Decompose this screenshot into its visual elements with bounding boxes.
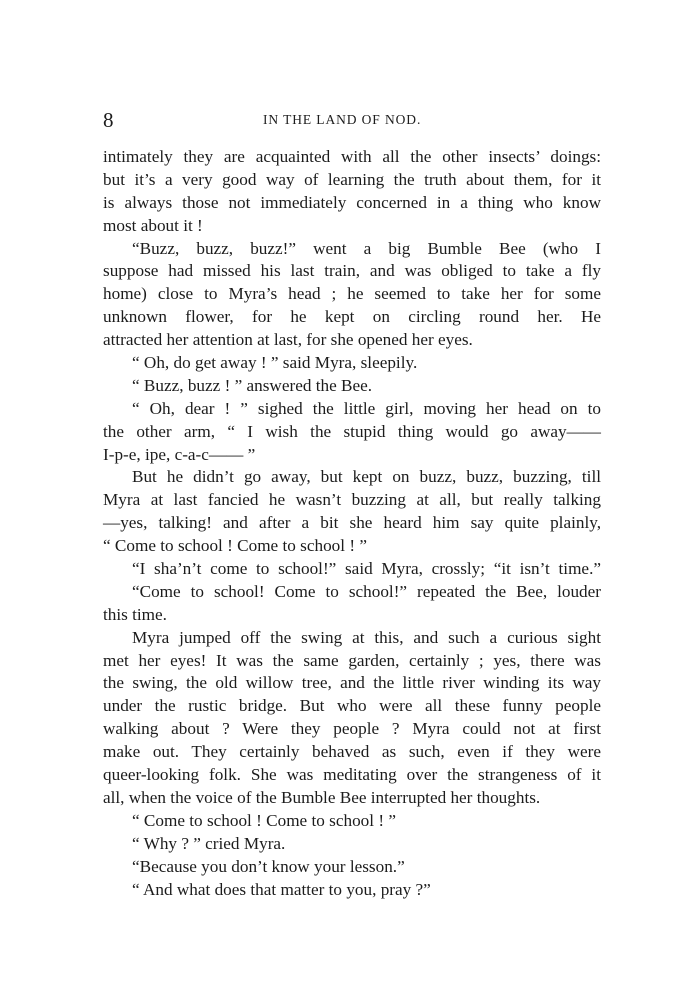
text-line: Myra at last fancied he wasn’t buzzing at all, but really talking <box>103 490 601 510</box>
text-line: walking about ? Were they people ? Myra could not at first <box>103 719 601 739</box>
text-line: “I sha’n’t come to school!” said Myra, crossly; “it isn’t time.” <box>132 559 601 579</box>
text-line: “ Come to school ! Come to school ! ” <box>103 536 367 556</box>
text-line: make out. They certainly behaved as such, even if they were <box>103 742 601 762</box>
text-line: “ Why ? ” cried Myra. <box>132 833 286 853</box>
page-number: 8 <box>103 108 114 132</box>
text-line: unknown flower, for he kept on circling round her. He <box>103 307 601 327</box>
text-line: “Buzz, buzz, buzz!” went a big Bumble Bee (who I <box>132 238 601 258</box>
running-head: IN THE LAND OF NOD. <box>263 112 422 127</box>
text-line: “ Oh, dear ! ” sighed the little girl, moving her head on to <box>132 398 601 418</box>
body-text <box>103 146 601 901</box>
text-line: all, when the voice of the Bumble Bee interrupted her thoughts. <box>103 787 541 807</box>
text-line: under the rustic bridge. But who were all these funny people <box>103 696 601 716</box>
text-line: “ Come to school ! Come to school ! ” <box>132 810 396 830</box>
text-line: “ And what does that matter to you, pray ?” <box>132 879 431 899</box>
text-line: “Come to school! Come to school!” repeated the Bee, louder <box>132 581 601 601</box>
text-line: —yes, talking! and after a bit she heard him say quite plainly, <box>103 513 601 533</box>
text-line: “ Buzz, buzz ! ” answered the Bee. <box>132 375 373 395</box>
text-line: queer-looking folk. She was meditating over the strangeness of it <box>103 765 601 785</box>
text-line: is always those not immediately concerned in a thing who know <box>103 192 601 212</box>
text-line: “ Oh, do get away ! ” said Myra, sleepily. <box>132 353 418 373</box>
text-line: the swing, the old willow tree, and the little river winding its way <box>103 673 601 693</box>
text-line: but it’s a very good way of learning the truth about them, for it <box>103 169 601 189</box>
text-line: But he didn’t go away, but kept on buzz, buzz, buzzing, till <box>132 467 601 487</box>
text-line: this time. <box>103 604 167 624</box>
text-line: home) close to Myra’s head ; he seemed to take her for some <box>103 284 601 304</box>
text-line: I-p-e, ipe, c-a-c—— ” <box>103 444 256 464</box>
text-line: “Because you don’t know your lesson.” <box>132 856 405 876</box>
text-line: Myra jumped off the swing at this, and such a curious sight <box>132 627 601 647</box>
page-header <box>103 107 601 133</box>
text-line: the other arm, “ I wish the stupid thing would go away—— <box>103 421 601 441</box>
text-line: attracted her attention at last, for she opened her eyes. <box>103 330 473 350</box>
text-line: suppose had missed his last train, and was obliged to take a fly <box>103 261 601 281</box>
text-line: intimately they are acquainted with all the other insects’ doings: <box>103 147 601 166</box>
text-line: met her eyes! It was the same garden, certainly ; yes, there was <box>103 650 601 670</box>
text-line: most about it ! <box>103 215 203 235</box>
